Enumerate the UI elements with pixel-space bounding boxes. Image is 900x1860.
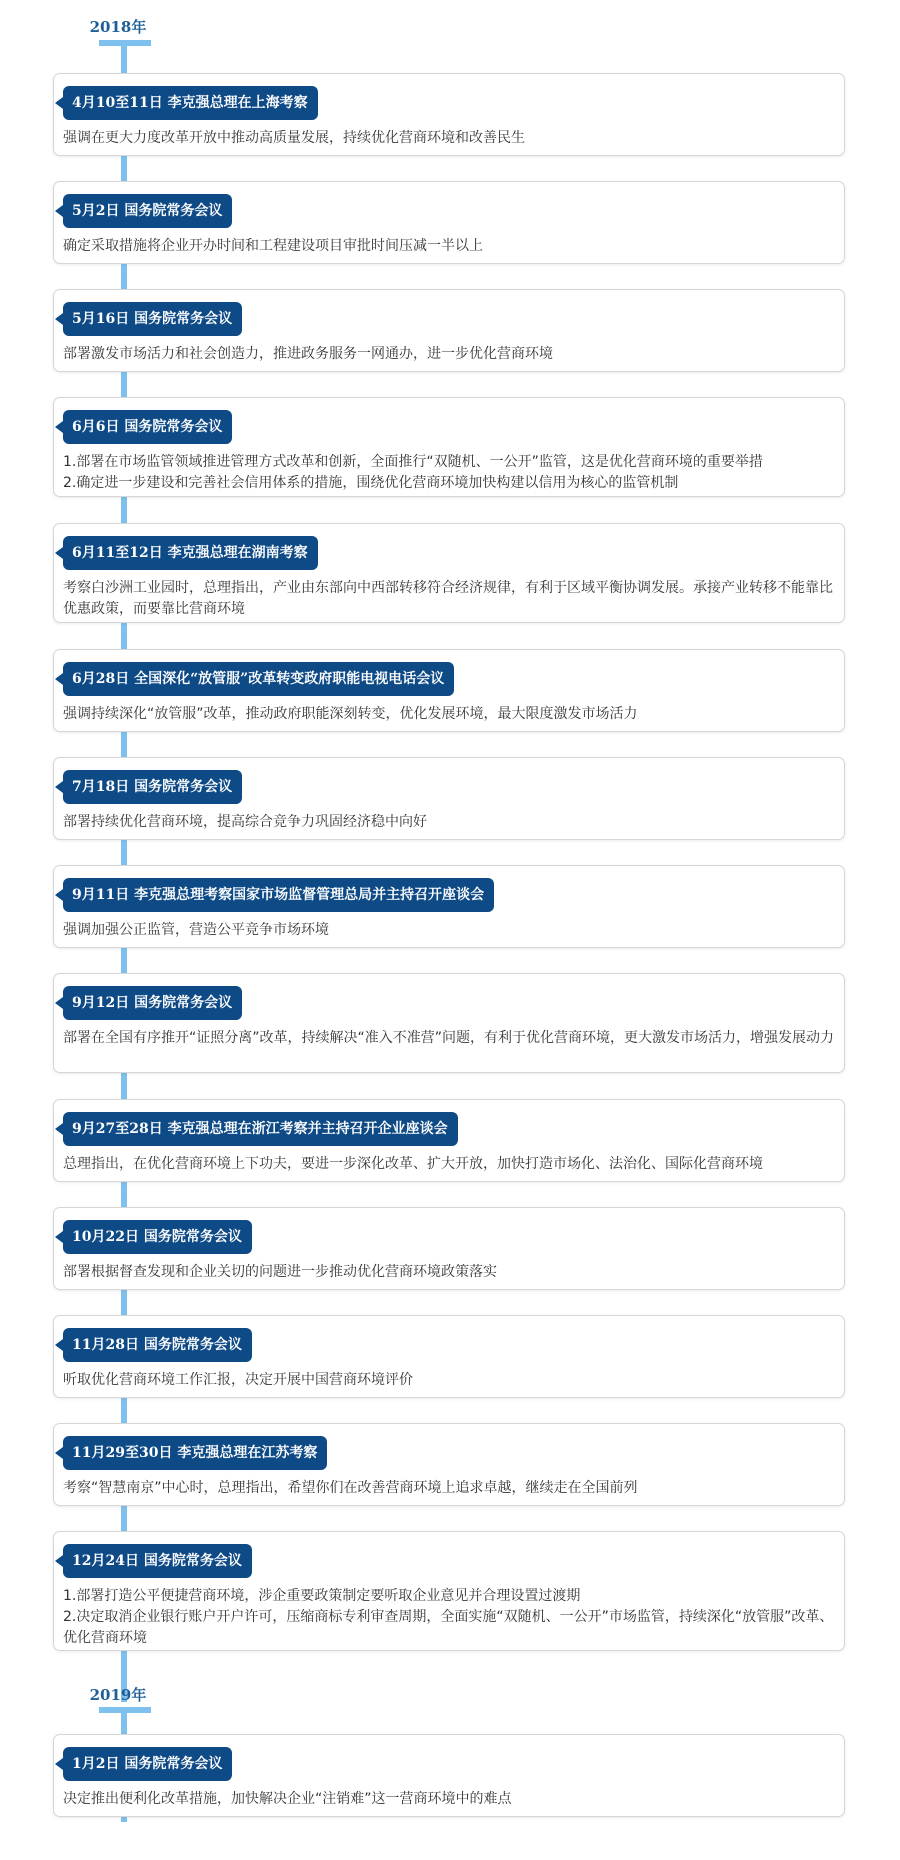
event-description: [63, 236, 836, 257]
event-description: [63, 1370, 836, 1391]
timeline-event-card: [53, 757, 845, 840]
event-description-line: 部署根据督查发现和企业关切的问题进一步推动优化营商环境政策落实: [63, 1264, 497, 1280]
event-date-title: 4月10至11日 李克强总理在上海考察: [63, 86, 318, 120]
event-description-line: 确定采取措施将企业开办时间和工程建设项目审批时间压减一半以上: [63, 238, 483, 254]
event-date-title: 6月28日 全国深化“放管服”改革转变政府职能电视电话会议: [63, 662, 454, 696]
event-description-line: 听取优化营商环境工作汇报，决定开展中国营商环境评价: [63, 1372, 413, 1388]
timeline-event-card: [53, 1423, 845, 1506]
timeline-event-card: [53, 1099, 845, 1182]
event-description: [63, 1478, 836, 1499]
timeline-event-card: [53, 73, 845, 156]
event-date-title: 1月2日 国务院常务会议: [63, 1747, 232, 1781]
event-description-line: 强调在更大力度改革开放中推动高质量发展，持续优化营商环境和改善民生: [63, 130, 525, 146]
year-label: 2019年: [89, 1686, 147, 1704]
timeline-event-card: [53, 1315, 845, 1398]
timeline-event-card: [53, 1531, 845, 1651]
event-description: [63, 128, 836, 149]
event-description: [63, 920, 836, 941]
event-date-title: 11月28日 国务院常务会议: [63, 1328, 252, 1362]
timeline-event-card: [53, 1207, 845, 1290]
event-description: [63, 1789, 836, 1810]
timeline-event-card: [53, 289, 845, 372]
event-description: [63, 1586, 836, 1649]
event-date-title: 10月22日 国务院常务会议: [63, 1220, 252, 1254]
event-description-line: 1.部署在市场监管领域推进管理方式改革和创新，全面推行“双随机、一公开”监管，这是优化营商环境的重要举措: [63, 454, 763, 470]
event-description-line: 考察白沙洲工业园时，总理指出，产业由东部向中西部转移符合经济规律，有利于区域平衡协调发展。承接产业转移不能靠比优惠政策，而要靠比营商环境: [63, 580, 833, 617]
event-description: [63, 1154, 836, 1175]
event-date-title: 11月29至30日 李克强总理在江苏考察: [63, 1436, 327, 1470]
timeline-event-card: [53, 523, 845, 623]
event-description-line: 考察“智慧南京”中心时，总理指出，希望你们在改善营商环境上追求卓越，继续走在全国前列: [63, 1480, 638, 1496]
event-description: [63, 452, 836, 494]
timeline-event-card: [53, 397, 845, 497]
timeline-event-card: [53, 973, 845, 1073]
event-date-title: 5月2日 国务院常务会议: [63, 194, 232, 228]
event-date-title: 6月11至12日 李克强总理在湖南考察: [63, 536, 318, 570]
event-date-title: 9月12日 国务院常务会议: [63, 986, 242, 1020]
timeline-event-card: [53, 1734, 845, 1817]
event-date-title: 7月18日 国务院常务会议: [63, 770, 242, 804]
year-marker-bar: [99, 1707, 151, 1713]
event-description-line: 部署持续优化营商环境，提高综合竞争力巩固经济稳中向好: [63, 814, 427, 830]
year-marker-bar: [99, 40, 151, 46]
event-description-line: 部署在全国有序推开“证照分离”改革，持续解决“准入不准营”问题，有利于优化营商环境，更大激发市场活力，增强发展动力: [63, 1030, 835, 1046]
event-description: [63, 1262, 836, 1283]
event-description: [63, 812, 836, 833]
event-description: [63, 578, 836, 620]
year-label: 2018年: [89, 18, 147, 36]
event-date-title: 5月16日 国务院常务会议: [63, 302, 242, 336]
event-description-line: 部署激发市场活力和社会创造力，推进政务服务一网通办，进一步优化营商环境: [63, 346, 553, 362]
event-date-title: 9月11日 李克强总理考察国家市场监督管理总局并主持召开座谈会: [63, 878, 494, 912]
event-description-line: 决定推出便利化改革措施，加快解决企业“注销难”这一营商环境中的难点: [63, 1791, 512, 1807]
event-description-line: 强调持续深化“放管服”改革，推动政府职能深刻转变，优化发展环境，最大限度激发市场活力: [63, 706, 638, 722]
event-date-title: 6月6日 国务院常务会议: [63, 410, 232, 444]
event-description-line: 1.部署打造公平便捷营商环境，涉企重要政策制定要听取企业意见并合理设置过渡期: [63, 1588, 581, 1604]
timeline-event-card: [53, 181, 845, 264]
event-description: [63, 1028, 836, 1049]
event-description-line: 2.决定取消企业银行账户开户许可，压缩商标专利审查周期，全面实施“双随机、一公开”市场监管，持续深化“放管服”改革、优化营商环境: [63, 1609, 834, 1646]
event-description: [63, 704, 836, 725]
event-description-line: 2.确定进一步建设和完善社会信用体系的措施，围绕优化营商环境加快构建以信用为核心的监管机制: [63, 475, 679, 491]
event-description-line: 总理指出，在优化营商环境上下功夫，要进一步深化改革、扩大开放，加快打造市场化、法治化、国际化营商环境: [63, 1156, 763, 1172]
event-description-line: 强调加强公正监管，营造公平竞争市场环境: [63, 922, 329, 938]
event-description: [63, 344, 836, 365]
timeline-event-card: [53, 649, 845, 732]
timeline-event-card: [53, 865, 845, 948]
event-date-title: 9月27至28日 李克强总理在浙江考察并主持召开企业座谈会: [63, 1112, 458, 1146]
event-date-title: 12月24日 国务院常务会议: [63, 1544, 252, 1578]
